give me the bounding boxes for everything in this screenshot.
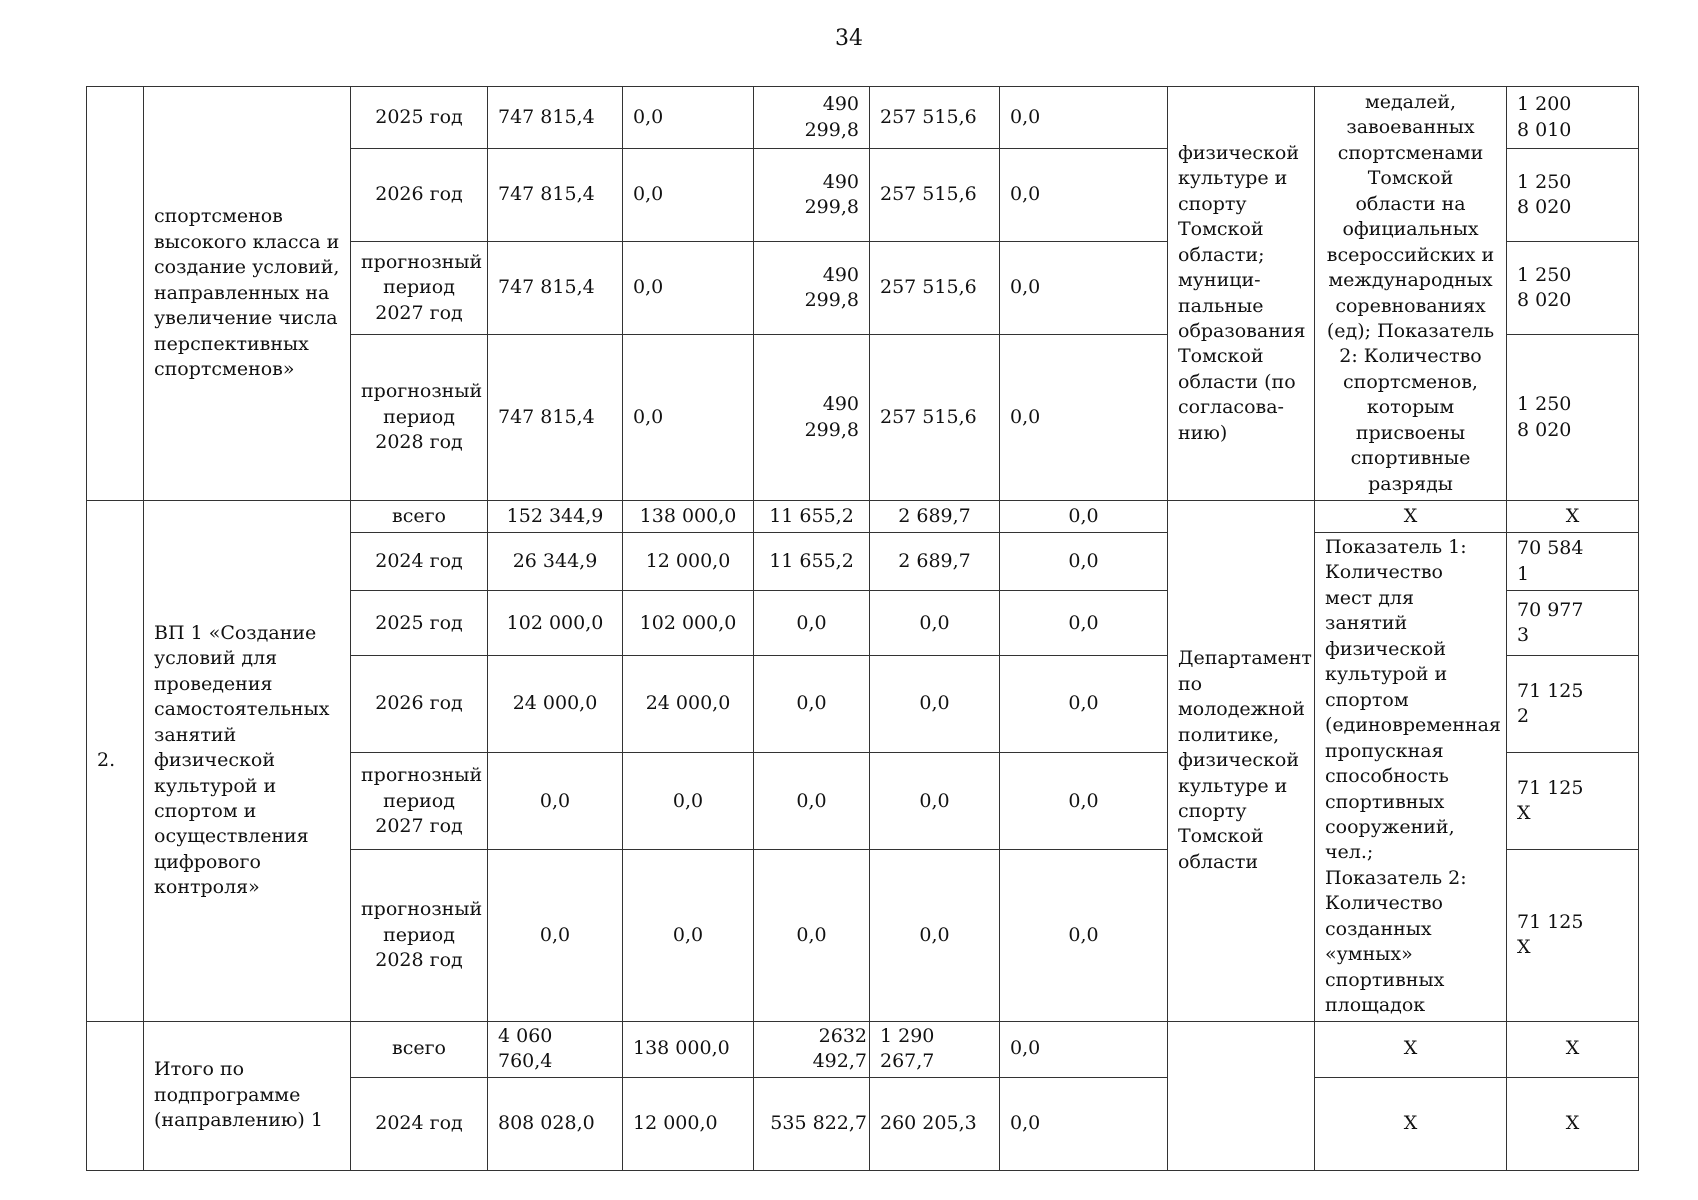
total-cell: 26 344,9 (488, 533, 623, 591)
local-cell: 257 515,6 (870, 242, 1000, 335)
other-cell: 0,0 (1000, 753, 1168, 850)
event-name-cell: спортсменов высокого класса и создание условий, направленных на увеличение числа перспективных спортсменов» (144, 87, 351, 501)
local-cell: 260 205,3 (870, 1077, 1000, 1170)
other-cell: 0,0 (1000, 149, 1168, 242)
indicator-cell: X (1315, 1077, 1507, 1170)
target-value: 1 250 (1517, 393, 1572, 416)
target-cell (1507, 591, 1639, 656)
federal-cell: 0,0 (623, 149, 754, 242)
local-cell: 0,0 (870, 753, 1000, 850)
target-value: 2 (1517, 705, 1530, 728)
target-value: X (1517, 936, 1531, 959)
federal-cell: 0,0 (623, 87, 754, 149)
period-cell: прогнозный период 2027 год (351, 753, 488, 850)
target-value: 3 (1517, 624, 1530, 647)
table-row (87, 87, 1639, 149)
regional-cell: 490 299,8 (754, 149, 870, 242)
row-number-cell (87, 87, 144, 501)
target-cell (1507, 533, 1639, 591)
local-cell: 0,0 (870, 591, 1000, 656)
target-value: 1 250 (1517, 263, 1572, 286)
total-cell: 24 000,0 (488, 656, 623, 753)
total-cell: 4 060 760,4 (488, 1021, 623, 1077)
responsible-cell: физической культуре и спорту Томской области; муници-пальные образования Томской области (по согласова-нию) (1168, 87, 1315, 501)
period-cell: всего (351, 501, 488, 533)
target-value: 71 125 (1517, 776, 1584, 799)
local-cell: 257 515,6 (870, 87, 1000, 149)
row-number-cell: 2. (87, 501, 144, 1022)
event-name-cell: ВП 1 «Создание условий для проведения самостоятельных занятий физической культурой и спортом и осуществления цифрового контроля» (144, 501, 351, 1022)
target-value: 1 200 (1517, 93, 1572, 116)
page-number: 34 (835, 26, 863, 51)
budget-table (86, 86, 1639, 1171)
federal-cell: 0,0 (623, 335, 754, 501)
target-cell (1507, 149, 1639, 242)
indicator-cell: X (1315, 1021, 1507, 1077)
period-cell: прогнозный период 2028 год (351, 850, 488, 1021)
target-value: 70 584 (1517, 537, 1584, 560)
total-cell: 747 815,4 (488, 242, 623, 335)
total-cell: 152 344,9 (488, 501, 623, 533)
responsible-cell (1168, 1021, 1315, 1170)
target-value: 70 977 (1517, 598, 1584, 621)
other-cell: 0,0 (1000, 335, 1168, 501)
federal-cell: 12 000,0 (623, 1077, 754, 1170)
federal-cell: 12 000,0 (623, 533, 754, 591)
total-cell: 0,0 (488, 753, 623, 850)
federal-cell: 0,0 (623, 850, 754, 1021)
target-cell (1507, 242, 1639, 335)
regional-cell: 11 655,2 (754, 533, 870, 591)
local-cell: 0,0 (870, 850, 1000, 1021)
local-cell: 2 689,7 (870, 501, 1000, 533)
period-cell: всего (351, 1021, 488, 1077)
regional-cell: 490 299,8 (754, 242, 870, 335)
regional-cell: 0,0 (754, 591, 870, 656)
other-cell: 0,0 (1000, 1021, 1168, 1077)
period-cell: 2026 год (351, 149, 488, 242)
period-cell: 2024 год (351, 533, 488, 591)
federal-cell: 24 000,0 (623, 656, 754, 753)
federal-cell: 138 000,0 (623, 501, 754, 533)
total-cell: 747 815,4 (488, 149, 623, 242)
period-cell: прогнозный период 2028 год (351, 335, 488, 501)
indicator-cell: Показатель 1: Количество мест для занятий физической культурой и спортом (единовременная пропускная способность спортивных сооружений, чел.; Показатель 2: Количество созданных «умных» спортивных площадок (1315, 533, 1507, 1022)
period-cell: 2025 год (351, 591, 488, 656)
target-value: 8 010 (1517, 118, 1572, 141)
target-cell (1507, 850, 1639, 1021)
other-cell: 0,0 (1000, 591, 1168, 656)
other-cell: 0,0 (1000, 242, 1168, 335)
target-cell (1507, 753, 1639, 850)
other-cell: 0,0 (1000, 1077, 1168, 1170)
target-value: 1 (1517, 562, 1530, 585)
federal-cell: 0,0 (623, 753, 754, 850)
target-value: 71 125 (1517, 679, 1584, 702)
target-value: 1 250 (1517, 170, 1572, 193)
table-row (87, 1021, 1639, 1077)
regional-cell: 2632 492,7 (754, 1021, 870, 1077)
table-row (87, 501, 1639, 533)
period-cell: 2024 год (351, 1077, 488, 1170)
other-cell: 0,0 (1000, 87, 1168, 149)
target-value: 71 125 (1517, 911, 1584, 934)
regional-cell: 0,0 (754, 656, 870, 753)
target-cell (1507, 335, 1639, 501)
target-value: 8 020 (1517, 196, 1572, 218)
period-cell: 2026 год (351, 656, 488, 753)
total-cell: 0,0 (488, 850, 623, 1021)
target-cell: X (1507, 1021, 1639, 1077)
period-cell: прогнозный период 2027 год (351, 242, 488, 335)
other-cell: 0,0 (1000, 501, 1168, 533)
indicator-cell: медалей, завоеванных спортсменами Томской области на официальных всероссийских и международных соревнованиях (ед); Показатель 2: Количество спортсменов, которым присвоены спортивные разряды (1315, 87, 1507, 501)
local-cell: 2 689,7 (870, 533, 1000, 591)
other-cell: 0,0 (1000, 850, 1168, 1021)
regional-cell: 490 299,8 (754, 87, 870, 149)
other-cell: 0,0 (1000, 533, 1168, 591)
row-number-cell (87, 1021, 144, 1170)
target-cell: X (1507, 501, 1639, 533)
regional-cell: 535 822,7 (754, 1077, 870, 1170)
target-value: 8 020 (1517, 289, 1572, 311)
local-cell: 257 515,6 (870, 335, 1000, 501)
event-name-cell: Итого по подпрограмме (направлению) 1 (144, 1021, 351, 1170)
federal-cell: 0,0 (623, 242, 754, 335)
indicator-cell: X (1315, 501, 1507, 533)
federal-cell: 138 000,0 (623, 1021, 754, 1077)
local-cell: 0,0 (870, 656, 1000, 753)
target-value: 8 020 (1517, 418, 1572, 441)
total-cell: 808 028,0 (488, 1077, 623, 1170)
local-cell: 257 515,6 (870, 149, 1000, 242)
target-cell (1507, 656, 1639, 753)
responsible-cell: Департамент по молодежной политике, физической культуре и спорту Томской области (1168, 501, 1315, 1022)
regional-cell: 0,0 (754, 753, 870, 850)
regional-cell: 0,0 (754, 850, 870, 1021)
other-cell: 0,0 (1000, 656, 1168, 753)
period-cell: 2025 год (351, 87, 488, 149)
regional-cell: 490 299,8 (754, 335, 870, 501)
regional-cell: 11 655,2 (754, 501, 870, 533)
target-cell: X (1507, 1077, 1639, 1170)
total-cell: 102 000,0 (488, 591, 623, 656)
total-cell: 747 815,4 (488, 87, 623, 149)
federal-cell: 102 000,0 (623, 591, 754, 656)
local-cell: 1 290 267,7 (870, 1021, 1000, 1077)
target-value: X (1517, 802, 1531, 825)
target-cell (1507, 87, 1639, 149)
total-cell: 747 815,4 (488, 335, 623, 501)
